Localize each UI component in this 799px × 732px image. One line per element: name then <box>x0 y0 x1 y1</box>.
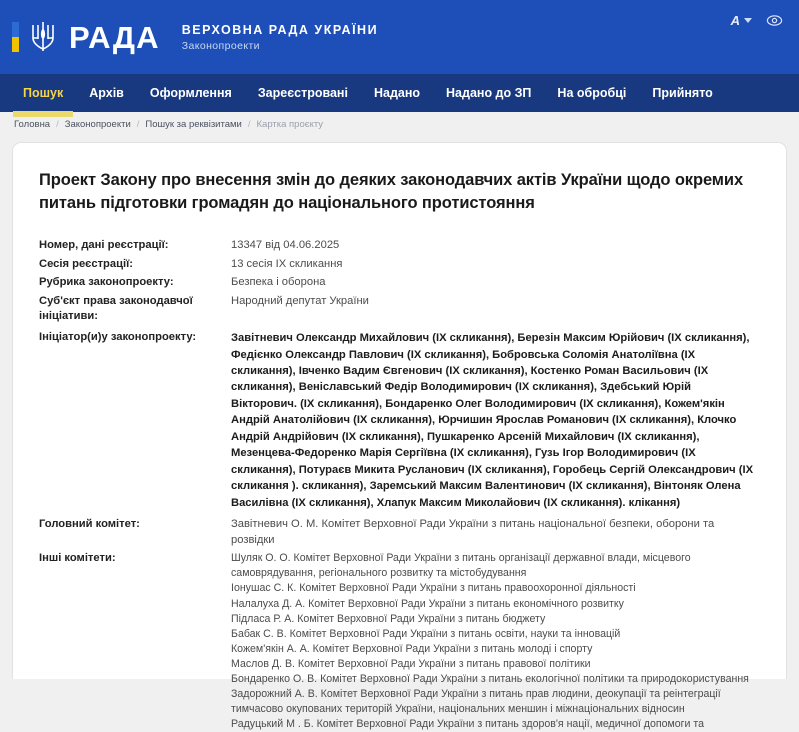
committee-list-item: Радуцький М . Б. Комітет Верховної Ради України з питань здоров'я нації, медичної допомоги та <box>231 717 704 730</box>
breadcrumb-item-card: Картка проєкту <box>256 118 324 130</box>
field-row-rubric <box>39 275 760 291</box>
nav-item-pryiniato[interactable]: Прийнято <box>652 86 713 100</box>
breadcrumb-item-search[interactable]: Пошук за реквізитами <box>145 118 242 130</box>
header-tools <box>731 12 783 29</box>
field-row-main-committee <box>39 517 760 548</box>
field-value-subject: Народний депутат України <box>231 294 369 307</box>
committee-list-item: Іонушас С. К. Комітет Верховної Ради України з питань правоохоронної діяльності <box>231 582 636 595</box>
field-value-session: 13 сесія IX скликання <box>231 257 343 270</box>
field-row-subject <box>39 294 760 324</box>
brand-wordmark: РАДА <box>69 19 160 55</box>
nav-item-poshuk[interactable]: Пошук <box>10 74 76 112</box>
field-label-number: Номер, дані реєстрації: <box>39 238 169 251</box>
committee-list-item: Шуляк О. О. Комітет Верховної Ради України з питань організації державної влади, місцевого самоврядування, регіонального розвитку та містобудування <box>231 552 691 580</box>
field-label-subject: Суб'єкт права законодавчої ініціативи: <box>39 294 193 322</box>
tryzub-coat-of-arms-icon <box>28 18 58 56</box>
breadcrumb-separator: / <box>247 118 251 130</box>
breadcrumb <box>0 112 799 136</box>
brand-titles <box>182 23 378 52</box>
field-label-initiators: Ініціатор(и)у законопроекту: <box>39 331 197 344</box>
field-row-other-committees <box>39 551 760 731</box>
nav-item-nadano[interactable]: Надано <box>373 86 421 100</box>
breadcrumb-item-bills[interactable]: Законопроекти <box>64 118 131 130</box>
eye-icon[interactable] <box>766 12 783 29</box>
field-row-session <box>39 257 760 273</box>
field-value-main-committee: Завітневич О. М. Комітет Верховної Ради України з питань національної безпеки, оборони та розвідки <box>231 518 715 546</box>
field-label-main-committee: Головний комітет: <box>39 518 140 531</box>
font-size-selector[interactable] <box>731 13 752 28</box>
committee-list-item: Налалуха Д. А. Комітет Верховної Ради України з питань економічного розвитку <box>231 597 624 610</box>
field-value-initiators: Завітневич Олександр Михайлович (IX скликання), Березін Максим Юрійович (IX скликання), Федієнко Олександр Павлович (IX скликання), Бобровська Соломія Анатоліївна (IX скликання), Івченко Вадим Євгенович (IX скликання), Костенко Роман Васильович (IX скликання), Веніславський Федір Володимирович (IX скликання), Здебський Юрій Вікторович. (IX скликання), Бондаренко Олег Володимирович (IX скликання), Кожем'якін Андрій Анатолійович (IX скликання), Юрчишин Ярослав Романович (IX скликання), Клочко Андрій Андрійович (IX скликання), Пушкаренко Арсеній Михайлович (IX скликання), Мезенцева-Федоренко Марія Сергіївна (IX скликання), Гузь Ігор Володимирович (IX скликання), Потураєв Микита Русланович (IX скликання), Горобець Сергій Олександрович (IX скликання ). скликання), Заремський Максим Валентинович (IX скликання), Вінтоняк Олена Василівна (IX скликання), Хлапук Максим Миколайович (IX скликання). клікання) <box>231 332 754 509</box>
field-label-other-committees: Інші комітети: <box>39 552 116 565</box>
nav-item-zareiestrovani[interactable]: Зареєстровані <box>257 86 348 100</box>
committee-list-item: Бабак С. В. Комітет Верховної Ради України з питань освіти, науки та інновацій <box>231 627 621 640</box>
field-value-other-committees <box>231 551 760 731</box>
section-name: Законопроекти <box>181 39 260 52</box>
organization-name: ВЕРХОВНА РАДА УКРАЇНИ <box>181 22 379 37</box>
field-row-initiators <box>39 330 760 511</box>
field-label-session: Сесія реєстрації: <box>39 257 133 270</box>
breadcrumb-separator: / <box>136 118 140 130</box>
committee-list-item: Кожем'якін А. А. Комітет Верховної Ради України з питань молоді і спорту <box>231 642 593 655</box>
committee-list-item: Бондаренко О. В. Комітет Верховної Ради України з питань екологічної політики та природокористування <box>231 672 749 685</box>
page-title: Проект Закону про внесення змін до деяких законодавчих актів України щодо окремих питань підготовки громадян до національного протистояння <box>39 171 744 213</box>
nav-item-nadano-do-zp[interactable]: Надано до ЗП <box>446 86 532 100</box>
field-label-rubric: Рубрика законопроекту: <box>39 276 174 289</box>
font-size-label: A <box>730 13 740 28</box>
field-value-number: 13347 від 04.06.2025 <box>231 238 340 251</box>
field-row-number <box>39 238 760 254</box>
brand-logo[interactable] <box>12 18 160 56</box>
document-card <box>12 142 787 730</box>
committee-list-item: Підласа Р. А. Комітет Верховної Ради України з питань бюджету <box>231 612 546 625</box>
committee-list-item: Задорожний А. В. Комітет Верховної Ради України з питань прав людини, деокупації та реінтеграції тимчасово окупованих територій України, національних меншин і міжнаціональних відносин <box>231 687 721 715</box>
site-header <box>0 0 799 74</box>
ukraine-flag-bar-icon <box>12 22 19 52</box>
nav-item-oformlennia[interactable]: Оформлення <box>149 86 232 100</box>
breadcrumb-item-home[interactable]: Головна <box>14 118 51 130</box>
main-navigation <box>0 74 799 112</box>
nav-item-na-obrobtsi[interactable]: На обробці <box>557 86 627 100</box>
nav-item-arkhiv[interactable]: Архів <box>89 86 124 100</box>
committee-list-item: Маслов Д. В. Комітет Верховної Ради України з питань правової політики <box>231 657 591 670</box>
chevron-down-icon <box>744 18 752 23</box>
breadcrumb-separator: / <box>56 118 59 130</box>
field-value-rubric: Безпека і оборона <box>231 276 326 289</box>
document-fields <box>39 238 760 732</box>
